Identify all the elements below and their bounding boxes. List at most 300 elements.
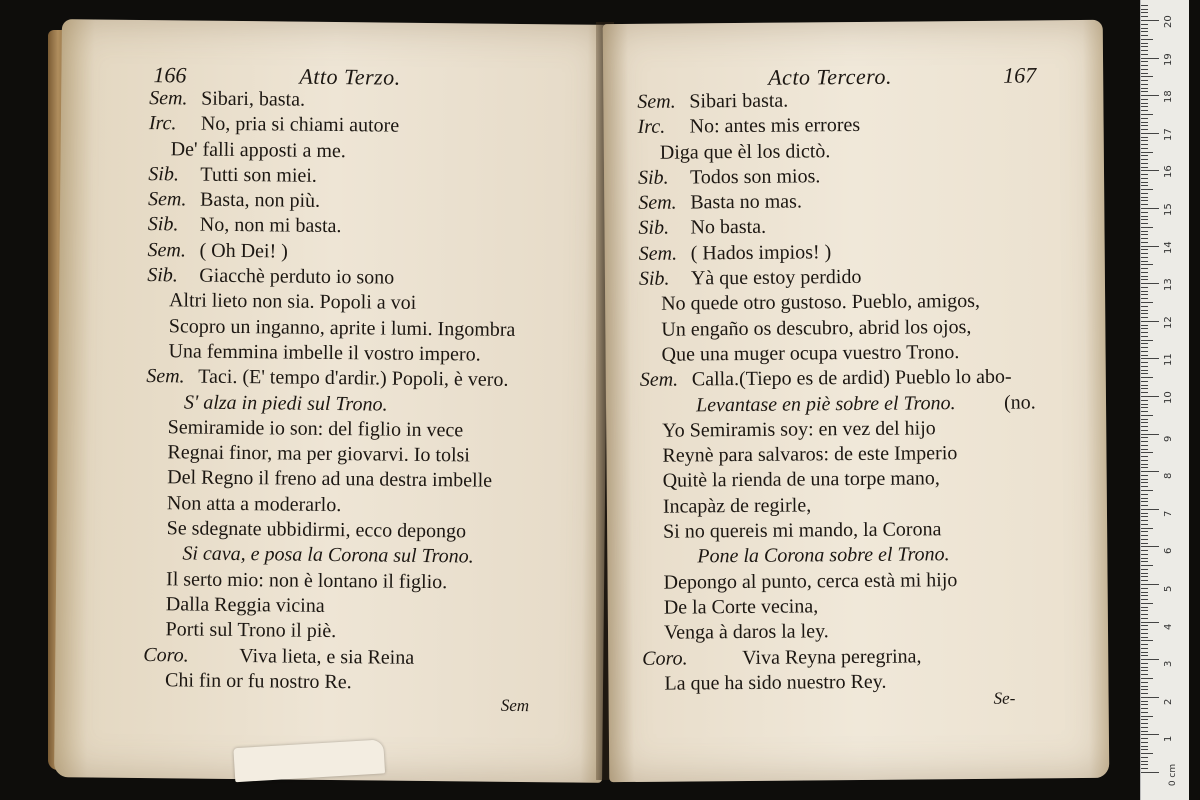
ruler-tick [1141,268,1148,269]
ruler-tick [1141,539,1148,540]
text-line [608,668,1108,698]
ruler-tick [1141,546,1159,547]
ruler-tick [1141,325,1148,326]
ruler-tick [1141,561,1148,562]
ruler-tick [1141,415,1153,416]
ruler-tick [1141,125,1148,126]
ruler-tick [1141,155,1148,156]
ruler-tick [1141,358,1159,359]
speaker-label: Sib. [147,213,179,236]
verse-text: Altri lieto non sia. Popoli a voi [168,289,417,315]
ruler-tick [1141,144,1148,145]
ruler-tick [1141,509,1159,510]
stage-direction: Pone la Corona sobre el Trono. [697,543,950,568]
ruler-tick [1141,460,1148,461]
open-book [48,22,1116,780]
ruler-tick [1141,182,1148,183]
ruler-tick [1141,317,1148,318]
ruler-tick [1141,242,1148,243]
ruler-tick [1141,667,1148,668]
ruler-tick [1141,595,1148,596]
verse-text: Dalla Reggia vicina [165,593,325,617]
ruler-tick [1141,757,1148,758]
ruler-tick [1141,133,1159,134]
ruler-tick [1141,279,1148,280]
ruler-tick [1141,655,1148,656]
ruler-tick [1141,61,1148,62]
ruler-number: 14 [1163,240,1174,254]
ruler-tick [1141,24,1148,25]
speaker-label: Sib. [637,166,669,189]
ruler-tick [1141,550,1148,551]
stage-direction: Si cava, e posa la Corona sul Trono. [182,542,474,568]
ruler-tick [1141,719,1148,720]
ruler-tick [1141,167,1148,168]
verse-text: Basta no mas. [690,190,803,214]
verse-text: Si no quereis mi mando, la Corona [663,518,942,543]
ruler-tick [1141,592,1148,593]
ruler-tick [1141,114,1153,115]
ruler-tick [1141,768,1148,769]
ruler-tick [1141,445,1148,446]
ruler-tick [1141,554,1148,555]
ruler-tick [1141,12,1148,13]
verse-text: Todos son mios. [689,165,821,189]
ruler-tick [1141,396,1159,397]
ruler-tick [1141,110,1148,111]
ruler-tick [1141,731,1148,732]
verse-text: Un engaño os descubro, abrid los ojos, [661,315,972,341]
ruler-tick [1141,65,1148,66]
ruler-tick [1141,163,1148,164]
ruler-tick [1141,490,1153,491]
ruler-tick [1141,197,1148,198]
ruler-tick [1141,674,1148,675]
verse-text: Giacchè perduto io sono [199,264,395,289]
ruler-tick [1141,76,1153,77]
ruler-tick [1141,231,1148,232]
ruler-number: 10 [1163,391,1174,404]
ruler-tick [1141,246,1159,247]
verse-text: Basta, non più. [199,188,321,213]
ruler-tick [1141,9,1148,10]
verse-text: Del Regno il freno ad una destra imbelle [167,466,493,493]
ruler-number: 11 [1163,353,1174,367]
ruler-tick [1141,283,1159,284]
ruler-tick [1141,482,1148,483]
ruler-tick [1141,588,1148,589]
ruler-number: 4 [1163,623,1174,630]
ruler-tick [1141,449,1148,450]
ruler-tick [1141,58,1159,59]
ruler-tick [1141,471,1159,472]
ruler-tick [1141,505,1148,506]
ruler-tick [1141,558,1148,559]
verse-text: Scopro un inganno, aprite i lumi. Ingombra [168,314,516,341]
ruler-tick [1141,479,1148,480]
ruler-number: 12 [1163,316,1174,329]
ruler-tick [1141,332,1148,333]
ruler-tick [1141,738,1148,739]
ruler-tick [1141,434,1159,435]
ruler-tick [1141,701,1148,702]
right-text-block [603,86,1108,697]
verse-text: Viva lieta, e sia Reina [239,644,415,669]
ruler-tick [1141,351,1148,352]
ruler-tick [1141,614,1148,615]
ruler-tick [1141,227,1153,228]
ruler-tick [1141,366,1148,367]
ruler-tick [1141,625,1148,626]
ruler-number: 7 [1163,510,1174,517]
speaker-label: Coro. [642,647,688,670]
right-page-number: 167 [1003,62,1037,88]
torn-paper-fragment [233,739,385,782]
ruler-tick [1141,531,1148,532]
ruler-tick [1141,400,1148,401]
ruler-tick [1141,640,1153,641]
verse-text: Sibari basta. [689,89,789,113]
ruler-tick [1141,622,1159,623]
right-running-head: Acto Tercero. [768,63,893,90]
speaker-label: Sem. [638,191,677,215]
verse-text: Il serto mio: non è lontano il figlio. [166,567,448,593]
left-page-number: 166 [153,62,187,88]
ruler-tick [1141,441,1148,442]
ruler-tick [1141,629,1148,630]
ruler-tick [1141,291,1148,292]
verse-text: No: antes mis errores [689,114,861,138]
verse-text: Taci. (E' tempo d'ardir.) Popoli, è vero. [198,365,509,392]
ruler-tick [1141,764,1148,765]
ruler-tick [1141,5,1148,6]
ruler-tick [1141,727,1148,728]
ruler-tick [1141,430,1148,431]
ruler-number: 2 [1163,698,1174,705]
ruler-tick [1141,772,1159,773]
ruler-tick [1141,407,1148,408]
ruler-tick [1141,419,1148,420]
ruler-tick [1141,35,1148,36]
ruler-tick [1141,99,1148,100]
ruler-tick [1141,404,1148,405]
ruler-tick [1141,302,1153,303]
ruler-tick [1141,610,1148,611]
verse-text: Quitè la rienda de una torpe mano, [662,467,940,493]
ruler-tick [1141,686,1148,687]
ruler-tick [1141,603,1153,604]
ruler-tick [1141,321,1159,322]
ruler-tick [1141,716,1153,717]
verse-text: No basta. [690,216,767,239]
ruler-tick [1141,238,1148,239]
ruler-tick [1141,373,1148,374]
ruler-number: 20 [1163,15,1174,28]
ruler-tick [1141,343,1148,344]
ruler-tick [1141,467,1148,468]
ruler-number: 13 [1163,278,1174,292]
ruler-tick [1141,576,1148,577]
speaker-label: Sem. [637,90,676,113]
ruler-number: 16 [1163,165,1174,179]
ruler-tick [1141,573,1148,574]
ruler-tick [1141,486,1148,487]
ruler-tick [1141,340,1153,341]
verse-text: Una femmina imbelle il vostro impero. [168,340,481,366]
ruler-tick [1141,208,1159,209]
ruler-number: 8 [1163,472,1174,480]
verse-text: No, non mi basta. [199,214,342,238]
speaker-label: Sib. [638,217,670,240]
ruler-tick [1141,689,1148,690]
ruler-number: 6 [1163,548,1174,555]
ruler-tick [1141,422,1148,423]
line-tail: (no. [1003,390,1036,414]
ruler-tick [1141,663,1148,664]
ruler-tick [1141,377,1153,378]
ruler-tick [1141,355,1148,356]
ruler-tick [1141,69,1148,70]
ruler-tick [1141,753,1153,754]
ruler-tick [1141,347,1148,348]
ruler-tick [1141,336,1148,337]
text-line [55,667,603,698]
ruler-tick [1141,16,1148,17]
ruler-tick [1141,362,1148,363]
verse-text: Diga que èl los dictò. [659,139,831,164]
ruler-tick [1141,264,1153,265]
ruler-tick [1141,148,1148,149]
verse-text: ( Hados impios! ) [690,240,832,265]
speaker-label: Sem. [639,368,679,392]
ruler-tick [1141,528,1153,529]
ruler-number: 9 [1163,435,1174,442]
ruler-tick [1141,712,1148,713]
ruler-tick [1141,607,1148,608]
ruler-tick [1141,584,1159,585]
ruler-tick [1141,761,1148,762]
ruler-tick [1141,298,1148,299]
ruler-tick [1141,106,1148,107]
left-text-block [55,85,609,698]
verse-text: Chi fin or fu nostro Re. [164,669,352,694]
verse-text: Incapàz de regirle, [662,494,812,518]
verse-text: Venga à daros la ley. [663,620,829,644]
ruler-tick [1141,253,1148,254]
ruler-tick [1141,219,1148,220]
speaker-label: Sem. [147,188,187,211]
ruler-tick [1141,678,1153,679]
ruler-tick [1141,159,1148,160]
ruler-number: 15 [1163,203,1174,216]
ruler-tick [1141,513,1148,514]
speaker-label: Sem. [638,242,678,265]
ruler-tick [1141,644,1148,645]
ruler-tick [1141,464,1148,465]
ruler-tick [1141,385,1148,386]
ruler-tick [1141,708,1148,709]
ruler-tick [1141,178,1148,179]
ruler-tick [1141,494,1148,495]
verse-text: Tutti son miei. [200,163,317,187]
ruler-tick [1141,426,1148,427]
ruler-tick [1141,189,1153,190]
ruler-tick [1141,648,1148,649]
ruler-tick [1141,50,1148,51]
ruler-unit-label: 0 cm [1168,763,1179,787]
verse-text: De' falli appostі a me. [170,137,346,162]
ruler-tick [1141,652,1148,653]
ruler-tick [1141,723,1148,724]
ruler-tick [1141,456,1148,457]
verse-text: No, pria si chiami autore [200,112,400,137]
ruler-tick [1141,43,1148,44]
ruler-number: 1 [1163,736,1174,743]
speaker-label: Sib. [148,162,180,186]
verse-text: No quede otro gustoso. Pueblo, amigos, [661,290,981,316]
ruler-tick [1141,80,1148,81]
ruler-tick [1141,118,1148,119]
ruler-tick [1141,313,1148,314]
speaker-label: Irc. [637,115,666,139]
verse-text: Reynè para salvaros: de este Imperio [662,442,958,467]
ruler-tick [1141,261,1148,262]
ruler-number: 5 [1163,585,1174,592]
ruler-tick [1141,193,1148,194]
ruler-tick [1141,306,1148,307]
ruler-tick [1141,28,1148,29]
ruler-tick [1141,249,1148,250]
verse-text: Semiramide io son: del figlio in vece [167,416,464,442]
ruler-number: 19 [1163,52,1174,66]
ruler-tick [1141,411,1148,412]
speaker-label: Coro. [143,643,189,667]
speaker-label: Sem. [146,365,185,388]
verse-text: Porti sul Trono il piè. [165,618,337,643]
ruler-tick [1141,498,1148,499]
ruler-tick [1141,46,1148,47]
ruler-number: 17 [1163,128,1174,141]
verse-text: La que ha sido nuestro Rey. [664,670,887,695]
verse-text: Viva Reyna peregrina, [742,644,922,669]
ruler-tick [1141,682,1148,683]
ruler-tick [1141,535,1148,536]
speaker-label: Sem. [147,238,187,262]
ruler-tick [1141,31,1148,32]
ruler-tick [1141,54,1148,55]
speaker-label: Sib. [147,264,178,287]
ruler-tick [1141,516,1148,517]
ruler-tick [1141,388,1148,389]
ruler-tick [1141,659,1159,660]
ruler-tick [1141,257,1148,258]
verse-text: Regnai finor, ma per giovarvi. Io tolsi [167,441,471,467]
ruler-tick [1141,294,1148,295]
verse-text: Yà que estoy perdido [690,266,862,290]
ruler-tick [1141,84,1148,85]
stage-direction: S' alza in piedi sul Trono. [183,391,388,416]
ruler-tick [1141,670,1148,671]
verse-text: Que una muger ocupa vuestro Trono. [661,341,960,366]
ruler-tick [1141,234,1148,235]
ruler-tick [1141,272,1148,273]
ruler-tick [1141,91,1148,92]
ruler-tick [1141,95,1159,96]
ruler-tick [1141,223,1148,224]
ruler-tick [1141,580,1148,581]
ruler-tick [1141,73,1148,74]
ruler-tick [1141,381,1148,382]
speaker-label: Irc. [148,112,177,135]
ruler-tick [1141,599,1148,600]
verse-text: Yo Semiramis soy: en vez del hijo [662,417,936,442]
ruler-tick [1141,543,1148,544]
ruler-tick [1141,501,1148,502]
ruler-tick [1141,392,1148,393]
ruler-tick [1141,452,1153,453]
ruler-tick [1141,137,1148,138]
ruler-tick [1141,749,1148,750]
speaker-label: Sib. [638,267,670,290]
ruler-tick [1141,569,1148,570]
ruler-tick [1141,742,1148,743]
ruler-tick [1141,633,1148,634]
ruler-tick [1141,475,1148,476]
ruler-tick [1141,39,1153,40]
ruler-tick [1141,20,1159,21]
left-page [54,19,610,783]
verse-text: Se sdegnate ubbidirmi, ecco depongo [166,517,467,543]
ruler-tick [1141,520,1148,521]
verse-text: Calla.(Tiepo es de ardid) Pueblo lo abo- [691,365,1012,391]
ruler-tick [1141,122,1148,123]
speaker-label: Sem. [149,87,188,110]
verse-text: ( Oh Dei! ) [199,239,288,263]
ruler-tick [1141,310,1148,311]
ruler-tick [1141,565,1153,566]
ruler-tick [1141,287,1148,288]
ruler-tick [1141,103,1148,104]
ruler-tick [1141,328,1148,329]
ruler-tick [1141,216,1148,217]
verse-text: Depongo al punto, cerca està mi hijo [663,568,958,594]
ruler-tick [1141,437,1148,438]
ruler-tick [1141,276,1148,277]
left-running-head: Atto Terzo. [299,63,401,90]
ruler-tick [1141,174,1148,175]
ruler-tick [1141,88,1148,89]
ruler-tick [1141,524,1148,525]
right-catchword: Se- [993,688,1016,708]
ruler-tick [1141,170,1159,171]
ruler-tick [1141,637,1148,638]
ruler-tick [1141,697,1159,698]
verse-text: De la Corte vecina, [663,595,819,619]
stage-direction: Levantase en piè sobre el Trono. [695,391,956,416]
ruler-tick [1141,185,1148,186]
ruler-tick [1141,618,1148,619]
ruler-tick [1141,734,1159,735]
ruler-tick [1141,200,1148,201]
ruler-tick [1141,212,1148,213]
ruler-tick [1141,129,1148,130]
verse-text: Sibari, basta. [201,87,306,111]
ruler-tick [1141,204,1148,205]
measuring-ruler [1140,0,1189,800]
ruler-number: 3 [1163,660,1174,668]
left-catchword: Sem [500,695,530,716]
ruler-tick [1141,746,1148,747]
